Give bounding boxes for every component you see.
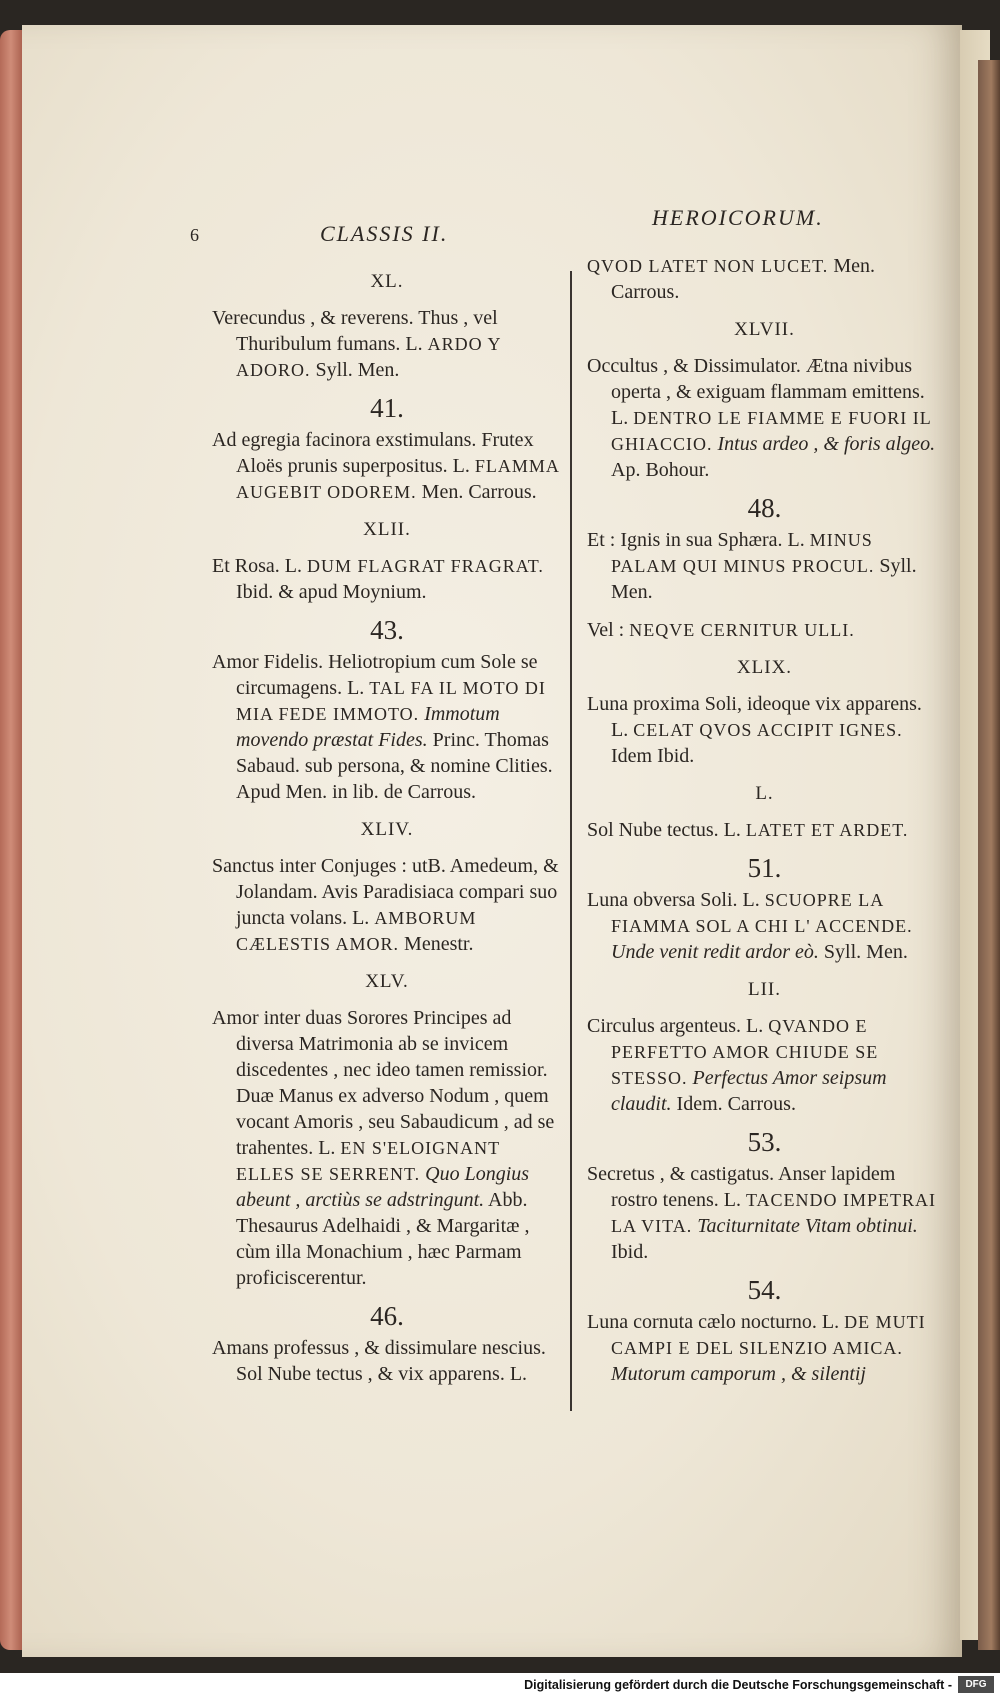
description: Amor Fidelis. Heliotropium cum Sole se circumagens. L. [212, 651, 538, 699]
latin-translation: Quo Longius abeunt , arctiùs se adstringunt. [236, 1163, 530, 1211]
description: Occultus , & Dissimulator. Ætna nivibus operta , & exiguam flammam emittens. L. [587, 355, 925, 429]
entry-number: XLV. [365, 971, 409, 992]
description: Idem. Carrous. [671, 1093, 796, 1115]
description: Et Rosa. L. [212, 555, 307, 577]
motto: MINUS PALAM QUI MINUS PROCUL. [611, 530, 875, 576]
entry-number: 53. [747, 1127, 782, 1157]
emblem-entry [212, 395, 562, 505]
entry-text [587, 887, 942, 965]
entry-number: XLIX. [736, 657, 793, 678]
motto: DE MUTI CAMPI E DEL SILENZIO AMICA. [611, 1312, 926, 1358]
motto: CELAT QVOS ACCIPIT IGNES. [633, 720, 903, 740]
entry-number: XL. [370, 271, 404, 292]
emblem-entry [587, 617, 942, 643]
description: Abb. Thesaurus Adelhaidi , & Margaritæ , cùm illa Monachium , hæc Parmam proficiscerentur. [236, 1189, 530, 1289]
column-divider [570, 271, 572, 1411]
entry-text [212, 853, 562, 957]
emblem-entry [212, 1303, 562, 1387]
entry-text [587, 817, 942, 843]
emblem-entry [587, 1129, 942, 1265]
entry-text [587, 1013, 942, 1117]
entry-text [212, 427, 562, 505]
motto: QVOD LATET NON LUCET. [587, 256, 829, 276]
emblem-entry [212, 969, 562, 1291]
motto: DENTRO LE FIAMME E FUORI IL GHIACCIO. [611, 408, 932, 454]
footer-bar [0, 1673, 1000, 1695]
entry-text [587, 353, 942, 483]
description: Circulus argenteus. L. [587, 1015, 769, 1037]
description: Men. Carrous. [416, 481, 537, 503]
entry-text [212, 305, 562, 383]
right-column [587, 253, 942, 1399]
running-title-right: HEROICORUM. [652, 205, 824, 230]
description: Princ. Thomas Sabaud. sub persona, & nomine Clities. Apud Men. in lib. de Carrous. [236, 729, 553, 803]
motto: QVANDO E PERFETTO AMOR CHIUDE SE STESSO. [611, 1016, 879, 1088]
emblem-entry [212, 817, 562, 957]
entry-number: 41. [370, 393, 404, 423]
emblem-entry [587, 317, 942, 483]
entry-text [587, 1161, 942, 1265]
description: Luna proxima Soli, ideoque vix apparens. L. [587, 693, 922, 741]
dfg-logo: DFG [958, 1676, 994, 1693]
book-edge-right [978, 60, 1000, 1650]
entry-text [587, 691, 942, 769]
entry-number: L. [755, 783, 774, 804]
description: Ad egregia facinora exstimulans. Frutex Aloës prunis superpositus. L. [212, 429, 534, 477]
motto: AMBORUM CÆLESTIS AMOR. [236, 908, 477, 954]
motto: NEQVE CERNITUR ULLI. [629, 620, 855, 640]
motto: TACENDO IMPETRAI LA VITA. [611, 1190, 937, 1236]
emblem-entry [587, 1277, 942, 1387]
entry-number: XLVII. [734, 319, 795, 340]
description: Men. Carrous. [611, 255, 875, 303]
entry-text [212, 553, 562, 605]
description: Idem Ibid. [611, 745, 695, 767]
motto: TAL FA IL MOTO DI MIA FEDE IMMOTO. [236, 678, 546, 724]
emblem-entry [212, 517, 562, 605]
emblem-entry [587, 655, 942, 769]
motto: ARDO Y ADORO. [236, 334, 501, 380]
entry-number: 54. [747, 1275, 782, 1305]
description: Amor inter duas Sorores Principes ad diversa Matrimonia ab se invicem discedentes , nec ideo tamen remissior. Duæ Manus ex adverso Nodum , quem vocant Amoris , seu Sabaudicum , ad se trahentes. L. [212, 1007, 555, 1159]
funding-credit: Digitalisierung gefördert durch die Deutsche Forschungsgemeinschaft - [524, 1678, 952, 1692]
description: Luna obversa Soli. L. [587, 889, 765, 911]
motto: DUM FLAGRAT FRAGRAT. [307, 556, 544, 576]
motto: LATET ET ARDET. [745, 820, 909, 840]
description: Sol Nube tectus. L. [587, 819, 746, 841]
entry-text [212, 649, 562, 805]
emblem-entry [587, 781, 942, 843]
entry-number: XLIV. [360, 819, 414, 840]
emblem-entry [587, 855, 942, 965]
entry-number: 51. [747, 853, 782, 883]
description: Ibid. & apud Moynium. [236, 581, 427, 603]
latin-translation: Taciturnitate Vitam obtinui. [697, 1215, 918, 1237]
emblem-entry [212, 269, 562, 383]
description: Ibid. [611, 1241, 649, 1263]
latin-translation: Immotum movendo præstat Fides. [236, 703, 500, 751]
entry-text [587, 253, 942, 305]
book-edge-left [0, 30, 24, 1650]
entry-text [587, 617, 942, 643]
motto: EN S'ELOIGNANT ELLES SE SERRENT. [236, 1138, 500, 1184]
entry-text [212, 1335, 562, 1387]
entry-number: 43. [370, 615, 404, 645]
description: Vel : [587, 619, 630, 641]
description: Sanctus inter Conjuges : utB. Amedeum, & Jolandam. Avis Paradisiaca compari suo juncta volans. L. [212, 855, 559, 929]
description: Ap. Bohour. [611, 459, 710, 481]
book-page [22, 25, 962, 1657]
entry-text [587, 1309, 942, 1387]
emblem-entry [587, 977, 942, 1117]
description: Luna cornuta cælo nocturno. L. [587, 1311, 845, 1333]
entry-number: XLII. [363, 519, 411, 540]
emblem-entry [587, 495, 942, 605]
latin-translation: Perfectus Amor seipsum claudit. [611, 1067, 887, 1115]
entry-text [587, 527, 942, 605]
left-column [212, 265, 562, 1399]
entry-number: 46. [370, 1301, 404, 1331]
description: Syll. Men. [310, 359, 400, 381]
description: Verecundus , & reverens. Thus , vel Thuribulum fumans. L. [212, 307, 498, 355]
description: Syll. Men. [818, 941, 908, 963]
page-number: 6 [190, 225, 199, 245]
description: Syll. Men. [611, 555, 917, 603]
emblem-entry [212, 617, 562, 805]
emblem-entry [587, 253, 942, 305]
entry-text [212, 1005, 562, 1291]
latin-translation: Unde venit redit ardor eò. [611, 941, 819, 963]
description: Secretus , & castigatus. Anser lapidem rostro tenens. L. [587, 1163, 896, 1211]
latin-translation: Intus ardeo , & foris algeo. [717, 433, 936, 455]
entry-number: LII. [747, 979, 781, 1000]
motto: FLAMMA AUGEBIT ODOREM. [236, 456, 559, 502]
running-title-left: CLASSIS II. [320, 221, 449, 246]
entry-number: 48. [747, 493, 782, 523]
motto: SCUOPRE LA FIAMMA SOL A CHI L' ACCENDE. [611, 890, 913, 936]
description: Et : Ignis in sua Sphæra. L. [587, 529, 810, 551]
latin-translation: Mutorum camporum , & silentij [611, 1363, 866, 1385]
description: Amans professus , & dissimulare nescius. Sol Nube tectus , & vix apparens. L. [212, 1337, 546, 1385]
description: Menestr. [399, 933, 474, 955]
